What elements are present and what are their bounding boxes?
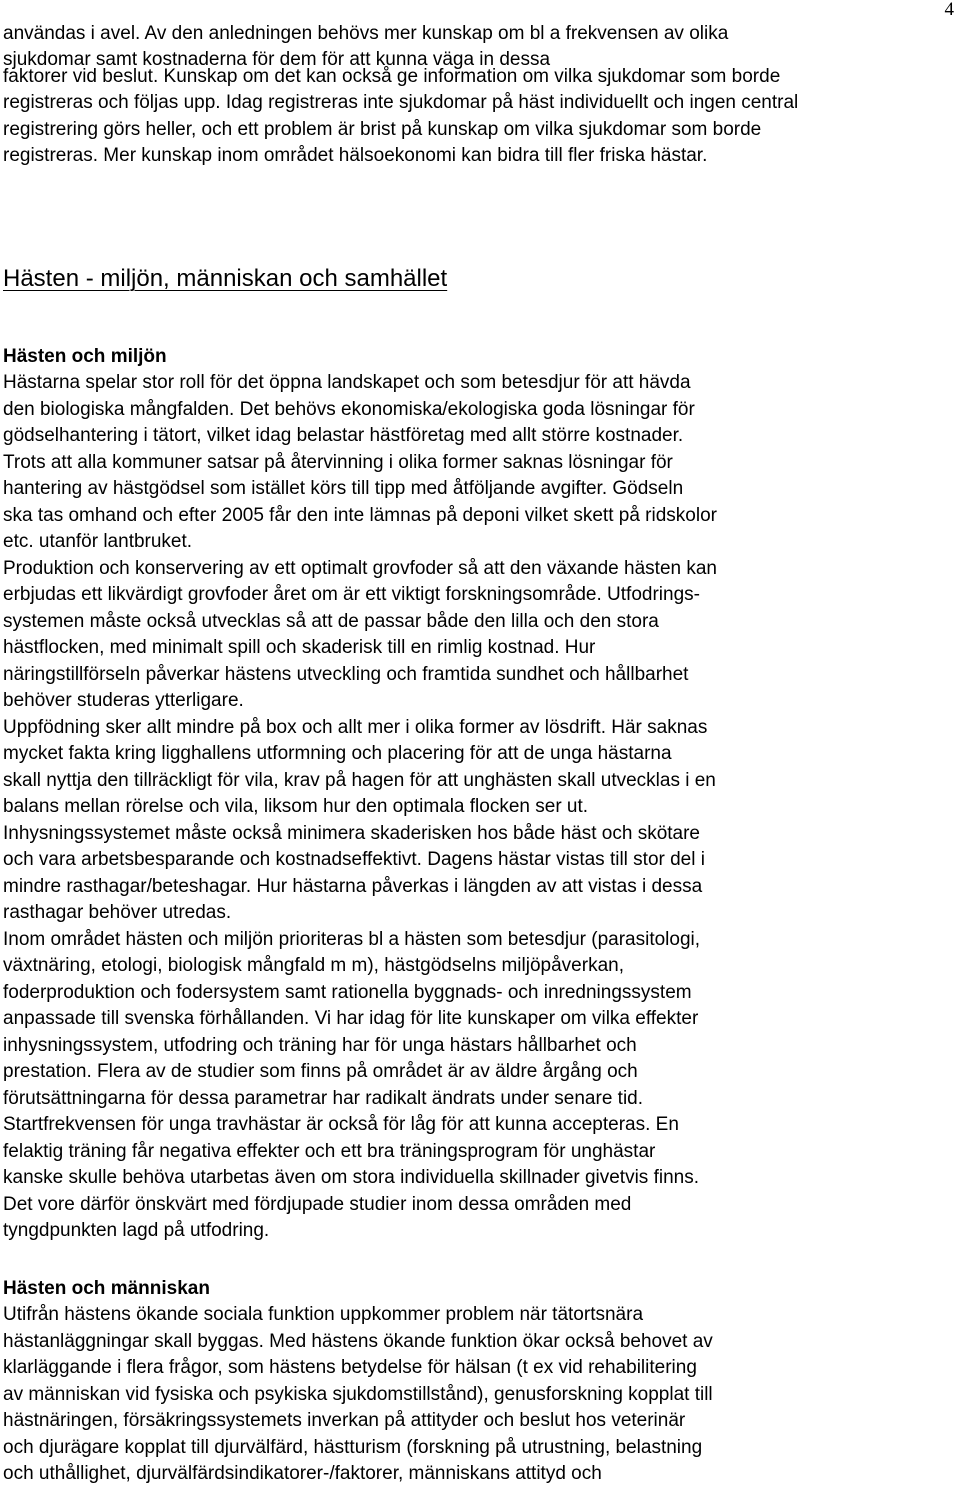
paragraph-line: Inom området hästen och miljön prioriteras bl a hästen som betesdjur (parasitologi, — [3, 929, 701, 950]
paragraph-line: kanske skulle behöva utarbetas även om stora individuella skillnader givetvis finns. — [3, 1167, 699, 1188]
page-number: 4 — [944, 0, 954, 20]
paragraph-line: gödselhantering i tätort, vilket idag belastar hästföretag med allt större kostnader. — [3, 425, 684, 446]
paragraph-line: tyngdpunkten lagd på utfodring. — [3, 1220, 270, 1241]
paragraph-line: skall nyttja den tillräckligt för vila, krav på hagen för att unghästen skall utvecklas i en — [3, 770, 716, 791]
paragraph-line: inhysningssystem, utfodring och träning har för unga hästars hållbarhet och — [3, 1035, 637, 1056]
paragraph-line: prestation. Flera av de studier som finns på området är av äldre årgång och — [3, 1061, 638, 1082]
paragraph-line: etc. utanför lantbruket. — [3, 531, 193, 552]
paragraph-line: och vara arbetsbesparande och kostnadseffektivt. Dagens hästar vistas till stor del i — [3, 849, 705, 870]
paragraph-line: foderproduktion och fodersystem samt rationella byggnads- och inredningssystem — [3, 982, 692, 1003]
paragraph-line: erbjudas ett likvärdigt grovfoder året om är ett viktigt forskningsområde. Utfodrings- — [3, 584, 700, 605]
paragraph-line: klarläggande i flera frågor, som hästens betydelse för hälsan (t ex vid rehabilitering — [3, 1357, 697, 1378]
paragraph-line: systemen måste också utvecklas så att de passar både den lilla och den stora — [3, 611, 659, 632]
paragraph-line: hästnäringen, försäkringssystemets inverkan på attityder och beslut hos veterinär — [3, 1410, 686, 1431]
paragraph-line: mindre rasthagar/beteshagar. Hur hästarna påverkas i längden av att vistas i dessa — [3, 876, 703, 897]
paragraph-line: förutsättningarna för dessa parametrar har radikalt ändrats under senare tid. — [3, 1088, 644, 1109]
paragraph-line: och djurägare kopplat till djurvälfärd, hästturism (forskning på utrustning, belastning — [3, 1437, 703, 1458]
subsection-heading: Hästen och människan — [3, 1278, 210, 1299]
paragraph-line: anpassade till svenska förhållanden. Vi har idag för lite kunskaper om vilka effekter — [3, 1008, 699, 1029]
paragraph-line: Uppfödning sker allt mindre på box och allt mer i olika former av lösdrift. Här saknas — [3, 717, 708, 738]
paragraph-line: mycket fakta kring ligghallens utformning och placering för att de unga hästarna — [3, 743, 672, 764]
paragraph-line: hantering av hästgödsel som istället körs till tipp med åtföljande avgifter. Gödseln — [3, 478, 684, 499]
paragraph-line: den biologiska mångfalden. Det behövs ekonomiska/ekologiska goda lösningar för — [3, 399, 695, 420]
paragraph-line: Trots att alla kommuner satsar på återvinning i olika former saknas lösningar för — [3, 452, 673, 473]
paragraph-line: registreras och följas upp. Idag registreras inte sjukdomar på häst individuellt och ingen central — [3, 92, 799, 113]
paragraph-line: behöver studeras ytterligare. — [3, 690, 244, 711]
paragraph-line: och uthållighet, djurvälfärdsindikatorer-/faktorer, människans attityd och — [3, 1463, 602, 1484]
paragraph-line: Produktion och konservering av ett optimalt grovfoder så att den växande hästen kan — [3, 558, 717, 579]
paragraph-line: användas i avel. Av den anledningen behövs mer kunskap om bl a frekvensen av olika — [3, 23, 729, 44]
subsection-heading: Hästen och miljön — [3, 346, 167, 367]
paragraph-line: Inhysningssystemet måste också minimera skaderisken hos både häst och skötare — [3, 823, 700, 844]
paragraph-line: faktorer vid beslut. Kunskap om det kan också ge information om vilka sjukdomar som borde — [3, 66, 781, 87]
paragraph-line: balans mellan rörelse och vila, liksom hur den optimala flocken ser ut. — [3, 796, 589, 817]
paragraph-line: Det vore därför önskvärt med fördjupade studier inom dessa områden med — [3, 1194, 632, 1215]
paragraph-line: Startfrekvensen för unga travhästar är också för låg för att kunna accepteras. En — [3, 1114, 679, 1135]
paragraph-line: hästanläggningar skall byggas. Med hästens ökande funktion ökar också behovet av — [3, 1331, 713, 1352]
paragraph-line: av människan vid fysiska och psykiska sjukdomstillstånd), genusforskning kopplat till — [3, 1384, 713, 1405]
paragraph-line: sjukdomar samt kostnaderna för dem för att kunna väga in dessa — [3, 49, 551, 70]
paragraph-line: rasthagar behöver utredas. — [3, 902, 232, 923]
section-heading: Hästen - miljön, människan och samhället — [3, 265, 448, 292]
paragraph-line: Hästarna spelar stor roll för det öppna landskapet och som betesdjur för att hävda — [3, 372, 691, 393]
paragraph-line: ska tas omhand och efter 2005 får den inte lämnas på deponi vilket skett på ridskolor — [3, 505, 717, 526]
paragraph-line: hästflocken, med minimalt spill och skaderisk till en rimlig kostnad. Hur — [3, 637, 596, 658]
paragraph-line: näringstillförseln påverkar hästens utveckling och framtida sundhet och hållbarhet — [3, 664, 689, 685]
paragraph-line: felaktig träning får negativa effekter och ett bra träningsprogram för unghästar — [3, 1141, 656, 1162]
paragraph-line: registrering görs heller, och ett problem är brist på kunskap om vilka sjukdomar som borde — [3, 119, 762, 140]
paragraph-line: växtnäring, etologi, biologisk mångfald m m), hästgödselns miljöpåverkan, — [3, 955, 624, 976]
paragraph-line: registreras. Mer kunskap inom området hälsoekonomi kan bidra till fler friska hästar. — [3, 145, 708, 166]
paragraph-line: Utifrån hästens ökande sociala funktion uppkommer problem när tätortsnära — [3, 1304, 644, 1325]
